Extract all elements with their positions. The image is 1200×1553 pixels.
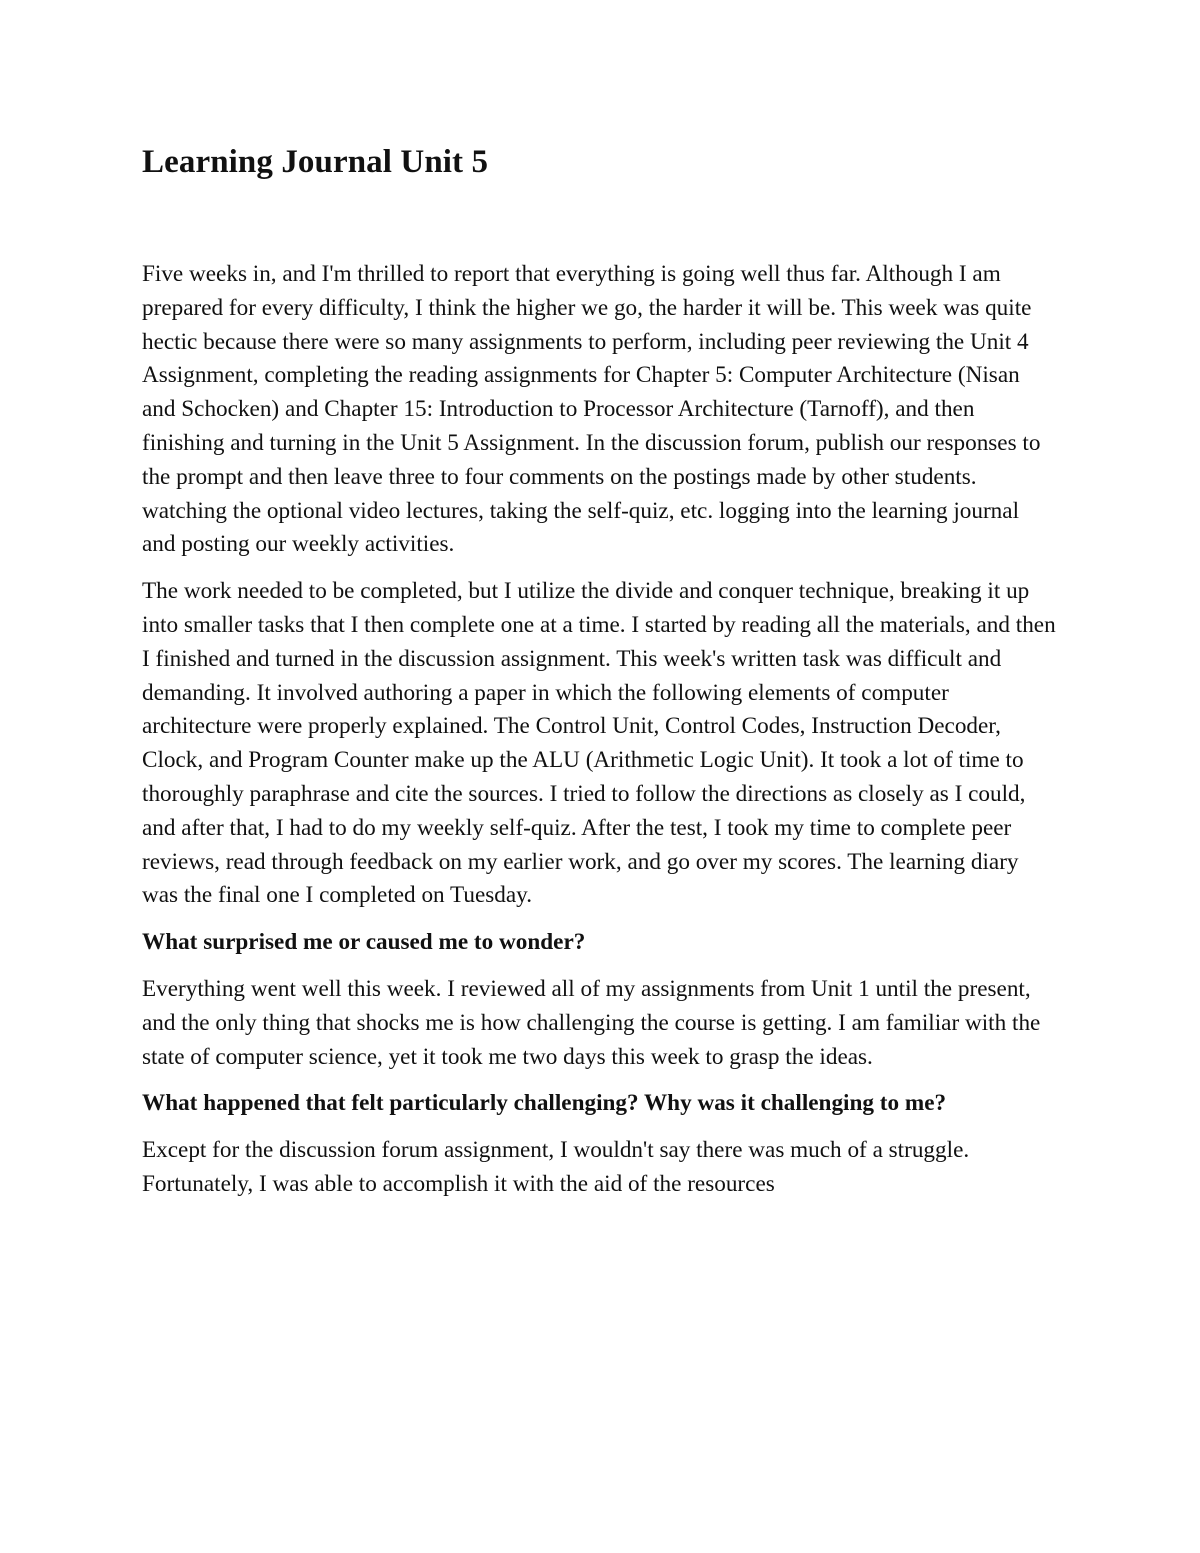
surprise-answer-paragraph: Everything went well this week. I reviewed all of my assignments from Unit 1 until the present, and the only thing that shocks me is how challenging the course is getting. I am familiar with the state of computer science, yet it took me two days this week to grasp the ideas.	[142, 975, 1041, 1070]
challenge-question-heading: What happened that felt particularly challenging? Why was it challenging to me?	[142, 1090, 947, 1117]
document-title: Learning Journal Unit 5	[142, 144, 489, 180]
workflow-paragraph: The work needed to be completed, but I utilize the divide and conquer technique, breaking it up into smaller tasks that I then complete one at a time. I started by reading all the materials, and then I finished and turned in the discussion assignment. This week's written task was difficult and demanding. It involved authoring a paper in which the following elements of computer architecture were properly explained. The Control Unit, Control Codes, Instruction Decoder, Clock, and Program Counter make up the ALU (Arithmetic Logic Unit). It took a lot of time to thoroughly paraphrase and cite the sources. I tried to follow the directions as closely as I could, and after that, I had to do my weekly self-quiz. After the test, I took my time to complete peer reviews, read through feedback on my earlier work, and go over my scores. The learning diary was the final one I completed on Tuesday.	[142, 578, 1056, 909]
surprise-question-heading: What surprised me or caused me to wonder?	[142, 929, 586, 956]
intro-paragraph: Five weeks in, and I'm thrilled to report that everything is going well thus far. Although I am prepared for every difficulty, I think the higher we go, the harder it will be. This week was quite hectic because there were so many assignments to perform, including peer reviewing the Unit 4 Assignment, completing the reading assignments for Chapter 5: Computer Architecture (Nisan and Schocken) and Chapter 15: Introduction to Processor Architecture (Tarnoff), and then finishing and turning in the Unit 5 Assignment. In the discussion forum, publish our responses to the prompt and then leave three to four comments on the postings made by other students. watching the optional video lectures, taking the self-quiz, etc. logging into the learning journal and posting our weekly activities.	[142, 261, 1041, 558]
challenge-answer-paragraph: Except for the discussion forum assignment, I wouldn't say there was much of a struggle. Fortunately, I was able to accomplish it with the aid of the resources	[142, 1137, 970, 1197]
document-content	[142, 142, 1058, 1202]
